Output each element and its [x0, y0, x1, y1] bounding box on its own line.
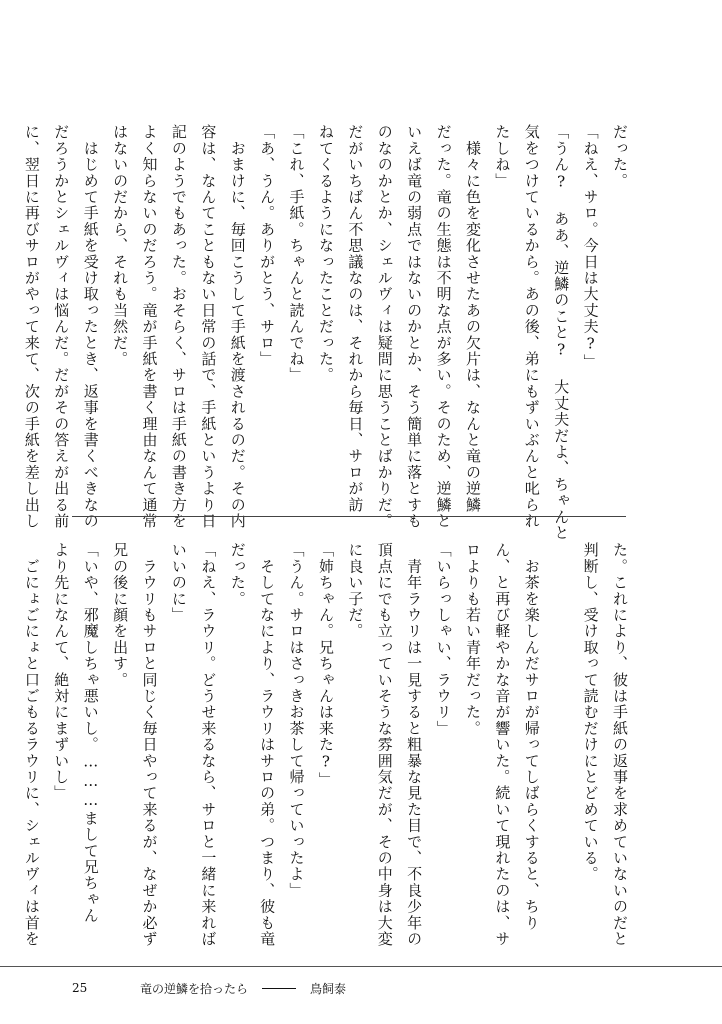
text-line: ねてくるようになったことだった。	[316, 124, 335, 384]
book-title: 竜の逆鱗を拾ったら	[140, 981, 249, 996]
author-name: 鳥飼泰	[310, 981, 347, 996]
page-number: 25	[72, 981, 88, 995]
text-line: 「いや、邪魔しちゃ悪いし。………まして兄ちゃん	[81, 542, 100, 924]
text-line: 「うん? ああ、逆鱗のこと? 大丈夫だよ、ちゃんと	[552, 124, 571, 541]
text-line: ロよりも若い青年だった。	[463, 542, 482, 737]
text-line: 「あ、うん。ありがとう、サロ」	[258, 124, 277, 367]
text-line: 青年ラウリは一見すると粗暴な見た目で、不良少年の	[405, 542, 424, 947]
text-line: 「これ、手紙。ちゃんと読んでね」	[287, 124, 306, 384]
upper-text-column	[22, 124, 634, 541]
column-divider	[72, 516, 626, 517]
lower-text-column	[22, 542, 634, 947]
text-line: 判断し、受け取って読むだけにとどめている。	[581, 542, 600, 883]
text-line: ラウリもサロと同じく毎日やって来るが、なぜか必ず	[140, 542, 159, 947]
text-line: に良い子だ。	[346, 542, 365, 640]
title-author-dash	[262, 988, 296, 989]
text-line: だった。	[611, 124, 629, 189]
text-line: 「ねえ、ラウリ。どうせ来るなら、サロと一緒に来れば	[199, 542, 218, 947]
text-line: いえば竜の弱点ではないのかとか、そう簡単に落とすも	[405, 124, 424, 529]
text-line: 記のようでもあった。おそらく、サロは手紙の書き方を	[169, 124, 188, 529]
text-line: たしね」	[493, 124, 512, 189]
footer-rule	[0, 966, 722, 967]
text-line: だった。竜の生態は不明な点が多い。そのため、逆鱗と	[434, 124, 453, 529]
text-line: ん、と再び軽やかな音が響いた。続いて現れたのは、サ	[493, 542, 512, 947]
text-line: よく知らないのだろう。竜が手紙を書く理由なんて通常	[140, 124, 159, 529]
text-line: 「うん。サロはさっきお茶して帰っていったよ」	[287, 542, 306, 899]
text-line: だろうかとシェルヴィは悩んだ。だがその答えが出る前	[52, 124, 71, 529]
text-line: 「ねえ、サロ。今日は大丈夫?」	[581, 124, 600, 370]
text-line: 兄の後に顔を出す。	[111, 542, 130, 688]
text-line: おまけに、毎回こうして手紙を渡されるのだ。その内	[228, 124, 247, 529]
text-line: 気をつけているから。あの後、弟にもずいぶんと叱られ	[522, 124, 541, 529]
text-line: に、翌日に再びサロがやって来て、次の手紙を差し出し	[22, 124, 41, 529]
text-line: だった。	[228, 542, 247, 607]
page-footer	[72, 978, 346, 998]
text-line: ごにょごにょと口ごもるラウリに、シェルヴィは首を	[22, 542, 41, 947]
text-line: いいのに」	[169, 542, 188, 623]
text-line: 様々に色を変化させたあの欠片は、なんと竜の逆鱗	[463, 124, 482, 513]
text-line: お茶を楽しんだサロが帰ってしばらくすると、ちり	[522, 542, 541, 931]
text-line: より先になんて、絶対にまずいし」	[52, 542, 71, 802]
text-line: 「いらっしゃい、ラウリ」	[434, 542, 453, 737]
text-line: だがいちばん不思議なのは、それから毎日、サロが訪	[346, 124, 365, 513]
text-line: はじめて手紙を受け取ったとき、返事を書くべきなの	[81, 124, 100, 529]
text-line	[546, 542, 575, 922]
text-line: はないのだから、それも当然だ。	[111, 124, 130, 367]
text-line: た。これにより、彼は手紙の返事を求めていないのだと	[611, 542, 629, 947]
text-line: 容は、なんてこともない日常の話で、手紙というより日	[199, 124, 218, 529]
text-line: 「姉ちゃん。兄ちゃんは来た?」	[316, 542, 335, 788]
text-line: そしてなにより、ラウリはサロの弟。つまり、彼も竜	[258, 542, 277, 947]
text-line: 頂点にでも立っていそうな雰囲気だが、その中身は大変	[375, 542, 394, 947]
text-line: のなのかとか、シェルヴィは疑問に思うことばかりだ。	[375, 124, 394, 529]
